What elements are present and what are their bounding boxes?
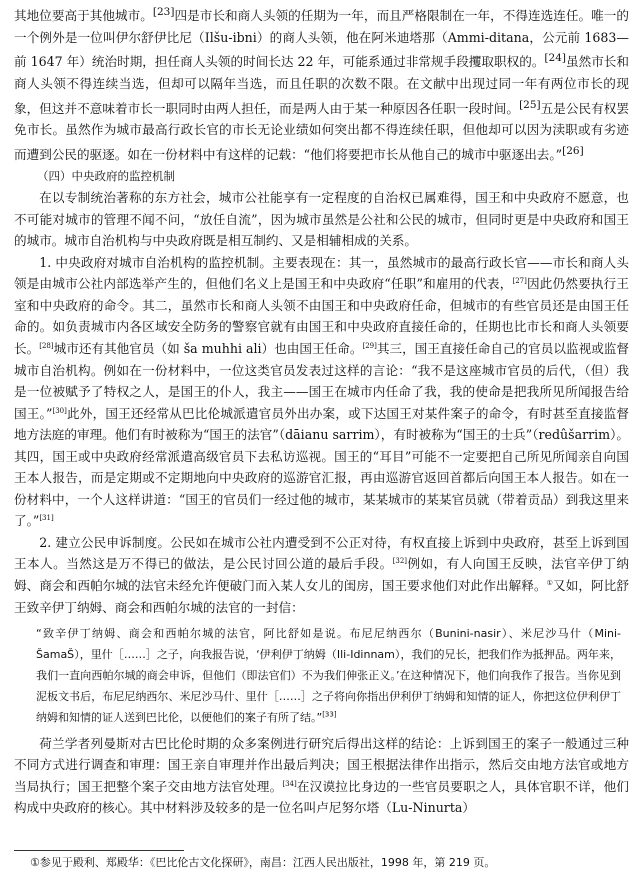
citation-ref: [32] [392,557,408,566]
page-body [14,2,629,819]
text: 2. 建立公民申诉制度。公民如在城市公社内遭受到不公正对待，有权直接上诉到中央政府，甚至上诉到国王本人。当然这是万不得已的做法，是公民讨回公道的最后手段。 [14,534,629,572]
text: 其三，国王直接任命自己的官员以监视或监督城市自治机构。例如在一份材料中，一位这类官员发表过这样的言论：“我不是这座城市官员的后代，（但）我是一位被赋予了特权之人，是国王的仆人，我主——国王在城市内任命了我，我的使命是把我所见所闻报告给国王。” [14,340,630,421]
block-quote [14,624,629,729]
text: 1. 中央政府对城市自治机构的监控机制。主要表现在：其一，虽然城市的最高行政长官——市长和商人头领是由城市公社内部选举产生的，但他们名义上是国王和中央政府“任职”和雇用的代表， [14,254,629,292]
quote-text: “致辛伊丁纳姆、商会和西帕尔城的法官，阿比舒如是说。布尼尼纳西尔（Bunini-nasir）、米尼沙马什（Mini-ŠamaŠ），里什［……］之子，向我报告说，‘伊利伊丁纳姆（Ili-Idinnam），我们的兄长，把我们作为抵押品。两年来，我们一直向西帕尔城的商会申诉，但他们（即法官们）不为我们伸张正义。’在这种情况下，他们向我作了报告。当你见到泥板文书后，布尼尼纳西尔、米尼沙马什、里什［……］之子将向你指出伊利伊丁纳姆和知情的证人，你把这位伊利伊丁纳姆和知情的证人送到巴比伦，以便他们的案子有所了结。” [36,627,621,724]
paragraph-5 [14,733,629,819]
paragraph-1 [14,2,629,166]
section-heading: （四）中央政府的监控机制 [37,168,175,183]
citation-ref: [24] [544,52,566,65]
citation-ref: [33] [322,710,337,719]
citation-ref: [30] [52,406,67,415]
citation-ref: [26] [562,144,584,157]
paragraph-3 [14,252,629,532]
paragraph-4 [14,532,629,618]
text: 其地位要高于其他城市。 [14,8,153,24]
text: 因此仍然要执行王室和中央政府的命令。其二，虽然市长和商人头领不由国王和中央政府任命，但城市的有些官员还是由国王任命的。如负责城市内各区域安全防务的警察官就有由国王和中央政府直接任命的，任期也比市长和商人头领要长。 [14,276,629,356]
text: 此外，国王还经常从巴比伦城派遣官员外出办案，或下达国王对某件案子的命令，有时甚至直接监督地方法庭的审理。他们有时被称为“国王的法官”（dāianu sarrim），有时被称为“国王的士兵”（redûšarrim）。其四，国王或中央政府经常派遣高级官员下去私访巡视。国王的“耳目”可能不一定要把自己所见所闻亲自向国王本人报告，而是定期或不定期地向中央政府的巡游官汇报，再由巡游官返回首都后向国王本人报告。如在一份材料中，一个人这样讲道：“国王的官员们一经过他的城市，某某城市的某某官员就（带着贡品）到我这里来了。” [14,405,629,529]
citation-ref: [34] [282,779,297,788]
footnote-ref: ① [546,578,554,587]
citation-ref: [28] [39,341,54,350]
text: 在以专制统治著称的东方社会，城市公社能享有一定程度的自治权已属难得，国王和中央政府不愿意，也不可能对城市的管理不闻不问，“放任自流”，因为城市虽然是公社和公民的城市，但同时更是中央政府和国王的城市。城市自治机构与中央政府既是相互制约、又是相辅相成的关系。 [14,190,629,249]
citation-ref: [27] [512,277,527,286]
text: 例如，有人向国王反映，法官辛伊丁纳姆、商会和西帕尔城的法官未经允许便破门而入某人女儿的闺房，国王要求他们对此作出解释。 [14,556,630,593]
text: 虽然市长和商人头领不得连续当选，但却可以隔年当选，而且任职的次数不限。在文献中出现过同一年有两位市长的现象，但这并不意味着市长一职同时由两人担任，而是两人由于某一种原因各任职一段时间。 [14,54,629,116]
footnote-divider [14,850,184,851]
text: 四是市长和商人头领的任期为一年，而且严格限制在一年，不得连选连任。唯一的一个例外是一位叫伊尔舒伊比尼（Ilšu-ibni）的商人头领，他在阿米迪塔那（Ammi-ditana，公元前 1683—前 1647 年）统治时期，担任商人头领的时间长达 22 年，可能系通过非常规手段攫取职权的。 [14,8,630,70]
citation-ref: [31] [39,514,54,523]
footnote: ①参见于殿利、郑殿华：《巴比伦古文化探研》，南昌：江西人民出版社，1998 年，第 219 页。 [30,856,496,869]
text: 荷兰学者列曼斯对古巴比伦时期的众多案例进行研究后得出这样的结论：上诉到国王的案子一般通过三种不同方式进行调查和审理：国王亲自审理并作出最后判决；国王根据法律作出指示，然后交由地方法官或地方当局执行；国王把整个案子交由地方法官处理。 [14,735,629,794]
text: 在汉谟拉比身边的一些官员要职之人，具体官职不详，他们构成中央政府的核心。其中材料涉及较多的是一位名叫卢尼努尔塔（Lu-Ninurta） [14,778,630,816]
text: 城市还有其他官员（如 ša muhhi ali）也由国王任命。 [53,340,363,356]
citation-ref: [23] [152,6,175,18]
paragraph-2 [14,187,629,252]
citation-ref: [25] [519,98,541,111]
text: 五是公民有权罢免市长。虽然作为城市最高行政长官的市长无论业绩如何突出都不得连续任职，但他却可以因为渎职或有劣迹而遭到公民的驱逐。如在一份材料中有这样的记载：“他们将要把市长从他自己的城市中驱逐出去。” [14,100,630,163]
citation-ref: [29] [362,341,377,350]
text: 又如，阿比舒王致辛伊丁纳姆、商会和西帕尔城的法官的一封信： [14,577,630,615]
